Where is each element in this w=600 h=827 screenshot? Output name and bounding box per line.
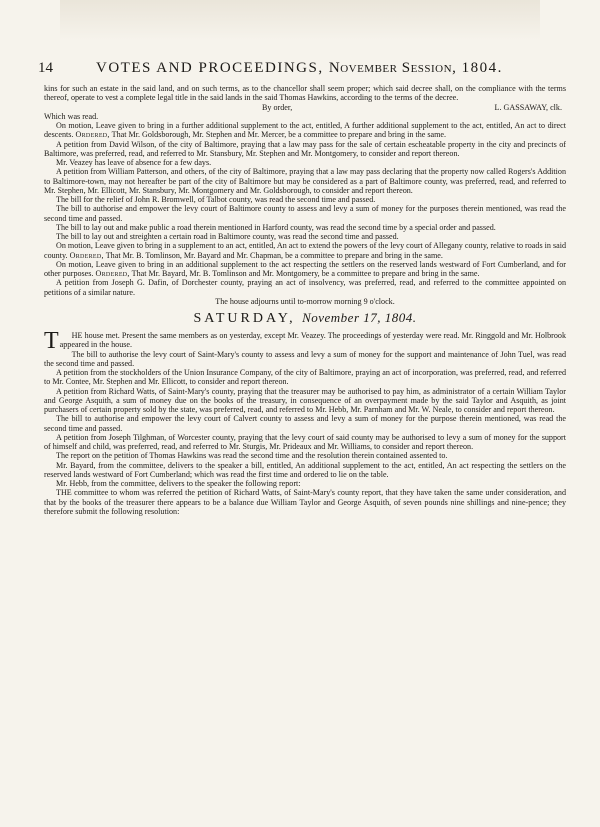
ordered-word: Ordered, xyxy=(75,130,110,140)
paragraph: The bill to authorise and empower the levy court of Calvert county to assess and levy a sum of money for the purpose therein mentioned, was read the second time and passed. xyxy=(44,414,566,433)
title-text: VOTES AND PROCEEDINGS, xyxy=(96,60,324,76)
paragraph: The bill to authorise and empower the levy court of Baltimore county to assess and levy a sum of money for the purposes therein mentioned, was read the second time and passed. xyxy=(44,204,566,223)
paragraph: Which was read. xyxy=(44,111,99,121)
running-title xyxy=(96,60,558,77)
paragraph: On motion, Leave given to bring in a supplement to an act, entitled, An act to extend the powers of the levy court of Allegany county, relative to roads in said county. Ordered, That Mr. B. Tomlinson, Mr. Bayard and Mr. Chapman, be a committee to prepare and bring in the same. xyxy=(44,241,566,260)
paragraph: The report on the petition of Thomas Hawkins was read the second time and the resolution therein contained assented to. xyxy=(56,451,448,461)
paragraph: THE committee to whom was referred the petition of Richard Watts, of Saint-Mary's county report, that they have taken the same under consideration, and that by the books of the treasurer there appears to be a balance due William Taylor and George Asquith, of seven pounds nine shillings and nine-pence; they therefore submit the following resolution: xyxy=(44,488,566,516)
page-number: 14 xyxy=(38,60,53,76)
day-name: SATURDAY, xyxy=(193,311,296,326)
drop-cap: T xyxy=(44,328,59,354)
paragraph: Mr. Bayard, from the committee, delivers to the speaker a bill, entitled, An additional supplement to the act, entitled, An act respecting the settlers on the reserved lands westward of Fort Cumberland; which was read the first time and ordered to lie on the table. xyxy=(44,460,566,479)
paragraph: kins for such an estate in the said land, and on such terms, as to the chancellor shall seem proper; which said decree shall, on the compliance with the terms thereof, operate to vest a complete legal title in the said lands in the said Thomas Hawkins, according to the terms of the decree. xyxy=(44,84,566,103)
paragraph: Mr. Hebb, from the committee, delivers to the speaker the following report: xyxy=(56,479,301,488)
paragraph: A petition from the stockholders of the Union Insurance Company, of the city of Baltimore, praying an act of incorporation, was preferred, read, and referred to Mr. Contee, Mr. Stephen and Mr. Ellicott, to consider and report thereon. xyxy=(44,368,566,387)
signature-line xyxy=(44,103,566,112)
paragraph: A petition from Joseph G. Dafin, of Dorchester county, praying an act of insolvency, was preferred, read, and referred to the committee appointed on petitions of a similar nature. xyxy=(44,278,566,297)
paragraph: A petition from William Patterson, and others, of the city of Baltimore, praying that a law may pass declaring that the property now called Rogers's Addition to Baltimore-town, may not hereafter be part of the city of Baltimore but may be considered as a part of Baltimore county, was preferred, read, and referred to Mr. Stephen, Mr. Ellicott, Mr. Stansbury, Mr. Montgomery and Mr. Goldsborough, to consider and report thereon. xyxy=(44,167,566,195)
paragraph: The bill for the relief of John R. Bromwell, of Talbot county, was read the second time and passed. xyxy=(56,195,376,204)
paper-stain xyxy=(60,0,540,40)
running-header xyxy=(38,60,558,82)
ordered-word: Ordered, xyxy=(95,269,130,278)
ordered-word: Ordered, xyxy=(69,250,104,260)
clerk-signature: L. GASSAWAY, clk. xyxy=(494,102,562,112)
paragraph: A petition from Joseph Tilghman, of Worcester county, praying that the levy court of said county may be authorised to levy a sum of money for the support of himself and child, was preferred, read, and referred to Mr. Sturgis, Mr. Prideaux and Mr. Williams, to consider and report thereon. xyxy=(44,432,566,451)
adjournment: The house adjourns until to-morrow morning 9 o'clock. xyxy=(215,296,395,306)
session-text: November Session, xyxy=(328,60,457,76)
paragraph: The bill to lay out and make public a road therein mentioned in Harford county, was read the second time by a special order and passed. xyxy=(56,222,496,232)
paragraph: On motion, Leave given to bring in a further additional supplement to the act, entitled, A further additional supplement to the act, entitled, An act to direct descents. Ordered, That Mr. Goldsborough, Mr. Stephen and Mr. Mercer, be a committee to prepare and bring in the same. xyxy=(44,121,566,140)
paragraph: T HE house met. Present the same members as on yesterday, except Mr. Veazey. The proceedings of yesterday were read. Mr. Ringgold and Mr. Holbrook appeared in the house. xyxy=(44,331,566,350)
year-text: 1804. xyxy=(461,60,503,76)
by-order: By order, xyxy=(262,102,293,112)
paragraph: The bill to authorise the levy court of Saint-Mary's county to assess and levy a sum of money for the support and maintenance of John Tuel, was read the second time and passed. xyxy=(44,349,566,368)
paragraph: A petition from David Wilson, of the city of Baltimore, praying that a law may pass for the sale of certain escheatable property in the city and precincts of Baltimore, was preferred, read, and referred to Mr. Stansbury, Mr. Stephen and Mr. Montgomery, to consider and report thereon. xyxy=(44,139,566,158)
paragraph: The bill to lay out and streighten a certain road in Baltimore county, was read the second time and passed. xyxy=(56,232,399,241)
paragraph: A petition from Richard Watts, of Saint-Mary's county, praying that the treasurer may be authorised to pay him, as administrator of a certain William Taylor and George Asquith, a sum of money due on the books of the treasury, in consequence of an overpayment made by the said Taylor and Asquith, as joint purchasers of certain property sold by the state, was preferred, read, and referred to Mr. Hebb, Mr. Parnham and Mr. W. Neale, to consider and report thereon. xyxy=(44,386,566,414)
day-heading xyxy=(44,310,566,327)
paragraph: On motion, Leave given to bring in an additional supplement to the act respecting the settlers on the reserved lands westward of Fort Cumberland, and for other purposes. Ordered, That Mr. Bayard, Mr. B. Tomlinson and Mr. Montgomery, be a committee to prepare and bring in the same. xyxy=(44,259,566,278)
day-date: November 17, 1804. xyxy=(302,310,417,325)
document-body xyxy=(44,84,566,516)
paragraph: Mr. Veazey has leave of absence for a few days. xyxy=(56,158,212,167)
